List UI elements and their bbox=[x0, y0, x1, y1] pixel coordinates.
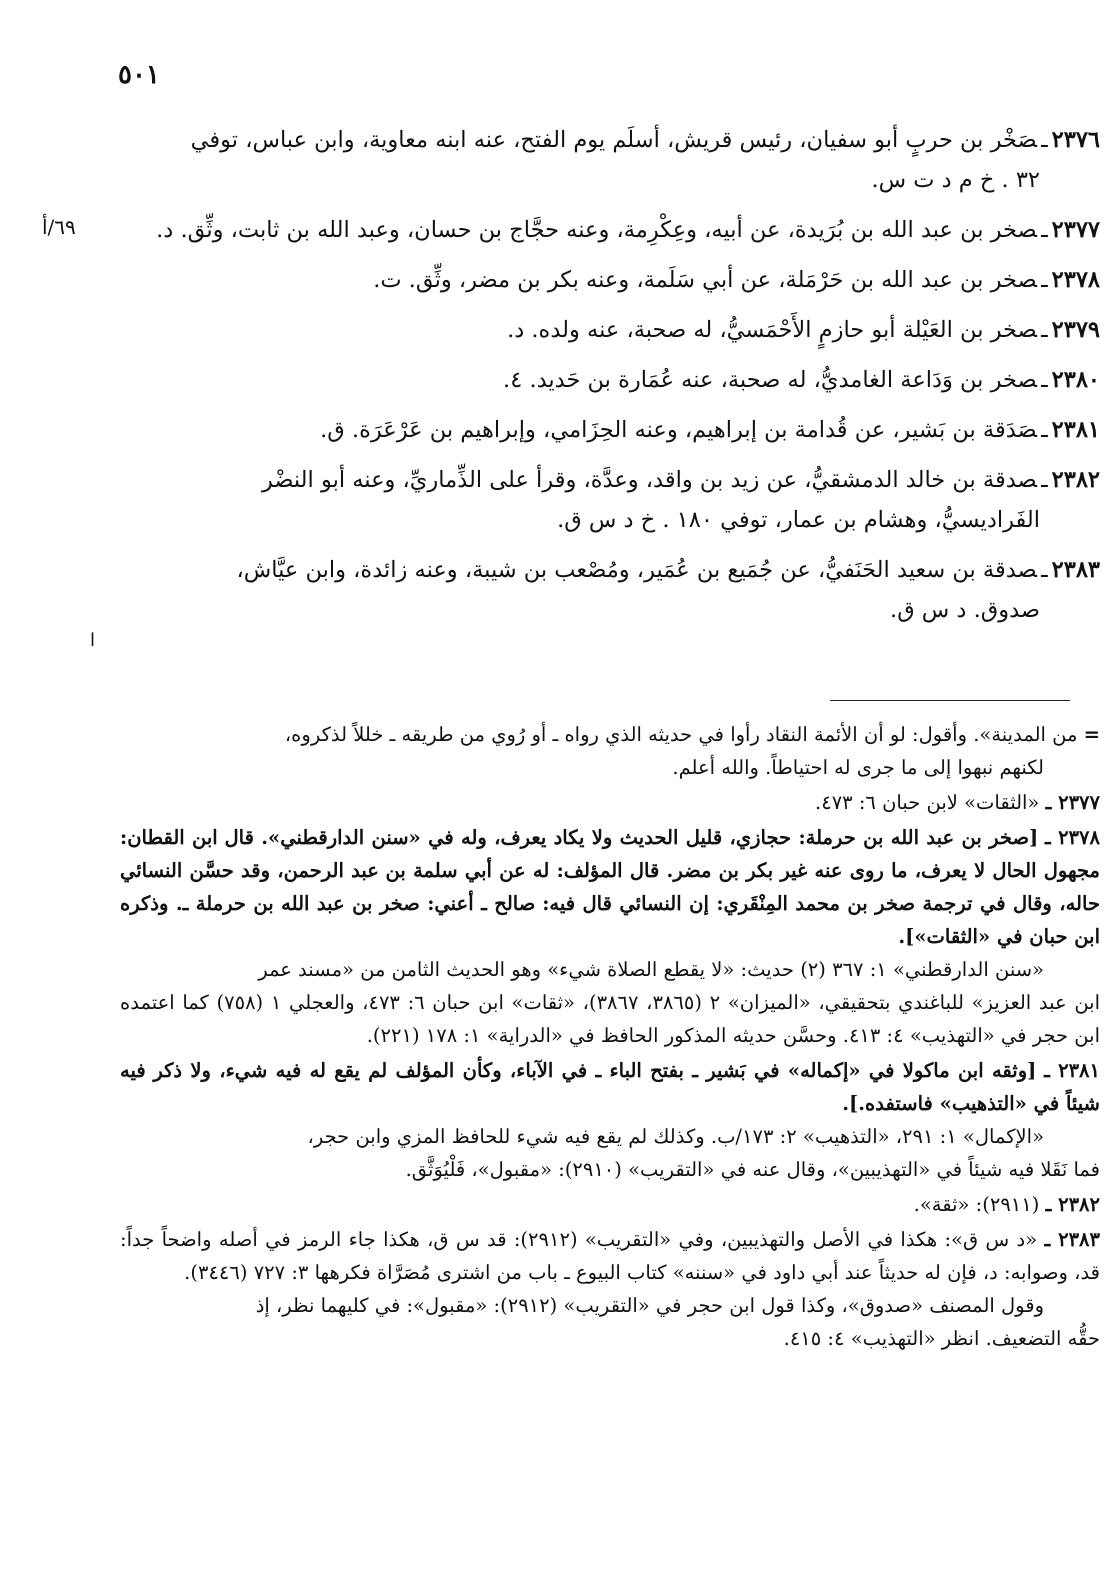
entry-text: صَخْر بن حربٍ أبو سفيان، رئيس قريش، أسلَم يوم الفتح، عنه ابنه معاوية، وابن عباس، توفي bbox=[190, 127, 1038, 153]
footnote-continuation: واضحاً جداً: قد، وصوابه: د، فإن له حديثاً عند أبي داود في «سننه» كتاب البيوع ـ باب من اشترى مُصَرَّاة bbox=[120, 1228, 1100, 1284]
footnote-source-text: ١: ١٧٨ (٢٢١). bbox=[366, 1024, 481, 1047]
footnote-number: ٢٣٧٧ ـ bbox=[1045, 791, 1100, 814]
entry: ٢٣٨٣ـصدقة بن سعيد الحَنَفيُّ، عن جُمَيع بن عُمَير، ومُصْعب بن شيبة، وعنه زائدة، وابن عيَّاش، صدوق. د س ق. bbox=[120, 550, 1100, 630]
entry: ٢٣٨٢ـصدقة بن خالد الدمشقيُّ، عن زيد بن واقد، وعدَّة، وقرأ على الذِّماريِّ، وعنه أبو النضْر الفَراديسيُّ، وهشام بن عمار، توفي ١٨٠ . خ د س ق. bbox=[120, 460, 1100, 540]
footnote-source-text: «الإكمال» ١: ٢٩١، «التذهيب» ٢: ١٧٣/ب. وكذلك لم يقع فيه شيء للحافظ المزي وابن حجر، bbox=[307, 1125, 1044, 1148]
footnote-source-text: ١ (٧٥٨) كما اعتمده ابن حجر في «التهذيب» ٤: ٤١٣. وحسَّن حديثه المذكور الحافظ في «الدراية» bbox=[120, 991, 1100, 1047]
entry-text: صخر بن وَدَاعة الغامديُّ، له صحبة، عنه عُمَارة بن حَديد. ٤. bbox=[503, 367, 1038, 393]
footnote-continuation: لكنهم نبهوا إلى ما جرى له احتياطاً. والله أعلم. bbox=[672, 756, 1044, 779]
entry-continuation: الفَراديسيُّ، وهشام بن عمار، توفي ١٨٠ . خ د س ق. bbox=[557, 507, 1040, 533]
entry-number: ٢٣٧٩ bbox=[1051, 317, 1100, 343]
footnote-number: ٢٣٨١ ـ bbox=[1044, 1059, 1100, 1082]
footnotes bbox=[120, 718, 1100, 1357]
footnote-source-text: وقول المصنف «صدوق»، وكذا قول ابن حجر في «التقريب» (٢٩١٢): «مقبول»: في كليهما نظر، إذ bbox=[255, 1294, 1044, 1317]
entry: ٢٣٨١ـصَدَقة بن بَشير، عن قُدامة بن إبراهيم، وعنه الحِزَامي، وإبراهيم بن عَرْعَرَة. ق. bbox=[320, 417, 1100, 443]
entry-text: صدقة بن خالد الدمشقيُّ، عن زيد بن واقد، وعدَّة، وقرأ على الذِّماريِّ، وعنه أبو النضْر bbox=[261, 467, 1038, 493]
footnote bbox=[120, 821, 1100, 1052]
entry: ٢٣٨٠ـصخر بن وَدَاعة الغامديُّ، له صحبة، عنه عُمَارة بن حَديد. ٤. bbox=[503, 367, 1100, 393]
entry-text: صخر بن العَيْلة أبو حازمٍ الأَحْمَسيُّ، له صحبة، عنه ولده. د. bbox=[507, 317, 1038, 343]
entry: ٢٣٧٨ـصخر بن عبد الله بن حَرْمَلة، عن أبي سَلَمة، وعنه بكر بن مضر، وثِّق. ت. bbox=[373, 267, 1100, 293]
footnote bbox=[120, 786, 1100, 819]
footnote-bold-text: [صخر بن عبد الله بن حرملة: حجازي، قليل الحديث ولا يكاد يعرف، وله في «سنن الدارقطني». قال bbox=[224, 826, 1039, 849]
entry-text: صَدَقة بن بَشير، عن قُدامة بن إبراهيم، وعنه الحِزَامي، وإبراهيم بن عَرْعَرَة. ق. bbox=[320, 417, 1038, 443]
entry-number: ٢٣٨١ bbox=[1051, 417, 1100, 443]
footnote-number: ٢٣٧٨ ـ bbox=[1045, 826, 1100, 849]
page-number: ٥٠١ bbox=[118, 60, 160, 90]
entry-number: ٢٣٧٨ bbox=[1051, 267, 1100, 293]
footnote-source-text: «سنن الدارقطني» ١: ٣٦٧ (٢) حديث: «لا يقطع الصلاة شيء» وهو الحديث الثامن من «مسند عمر bbox=[258, 958, 1044, 981]
footnote-bold-text: عبد الرحمن، وقد حسَّن النسائي حاله، وقال في ترجمة صخر بن محمد المِنْقَري: إن النسائي قال فيه: bbox=[120, 859, 1100, 915]
entry-number: ٢٣٨٢ bbox=[1051, 467, 1100, 493]
footnote-divider bbox=[830, 700, 1070, 701]
entry-continuation: ٣٢ . خ م د ت س. bbox=[871, 167, 1040, 193]
footnote-source-text: فما نَقَلا فيه شيئاً في «التهذيبين»، وقال عنه في «التقريب» (٢٩١٠): «مقبول»، فَلْيُوَثَّق. bbox=[405, 1158, 1100, 1181]
footnote-bold-text: صالح ـ أعني: صخر بن عبد الله بن حرملة ـ. وذكره ابن حبان في «الثقات»]. bbox=[120, 892, 1100, 948]
entry-text: صدقة بن سعيد الحَنَفيُّ، عن جُمَيع بن عُمَير، ومُصْعب بن شيبة، وعنه زائدة، وابن عيَّاش، bbox=[236, 557, 1038, 583]
entry: ٢٣٧٧ـصخر بن عبد الله بن بُرَيدة، عن أبيه، وعِكْرِمة، وعنه حجَّاج بن حسان، وعبد الله بن ثابت، وثِّق. د. bbox=[156, 217, 1100, 243]
footnote-source-text: حقُّه التضعيف. انظر «التهذيب» ٤: ٤١٥. bbox=[783, 1327, 1100, 1350]
footnote bbox=[120, 1223, 1100, 1355]
entry: ٢٣٧٩ـصخر بن العَيْلة أبو حازمٍ الأَحْمَسيُّ، له صحبة، عنه ولده. د. bbox=[507, 317, 1100, 343]
footnote-text: (٢٩١١): «ثقة». bbox=[913, 1193, 1040, 1216]
entry-text: صخر بن عبد الله بن حَرْمَلة، عن أبي سَلَمة، وعنه بكر بن مضر، وثِّق. ت. bbox=[373, 267, 1038, 293]
entry-number: ٢٣٨٠ bbox=[1051, 367, 1100, 393]
footnote-source-text: ابن عبد العزيز» للباغندي بتحقيقي، «الميزان» ٢ (٣٨٦٥، ٣٨٦٧)، «ثقات» ابن حبان ٦: ٤٧٣، والعجلي bbox=[289, 991, 1101, 1014]
footnote-bold-text: فيه شيئاً في «التذهيب» فاستفده.]. bbox=[120, 1059, 1100, 1115]
margin-folio-note: ٦٩/أ bbox=[42, 215, 76, 239]
entry-continuation: صدوق. د س ق. bbox=[890, 597, 1040, 623]
entry: ٢٣٧٦ـصَخْر بن حربٍ أبو سفيان، رئيس قريش، أسلَم يوم الفتح، عنه ابنه معاوية، وابن عباس، توفي ٣٢ . خ م د ت س. bbox=[120, 120, 1100, 200]
entry-number: ٢٣٧٦ bbox=[1051, 127, 1100, 153]
footnote-text: من المدينة». وأقول: لو أن الأئمة النقاد رأوا في حديثه الذي رواه ـ أو رُوي من طريقه ـ خللاً لذكروه، bbox=[284, 723, 1078, 746]
footnote-number: ٢٣٨٣ ـ bbox=[1044, 1228, 1101, 1251]
entry-text: صخر بن عبد الله بن بُرَيدة، عن أبيه، وعِكْرِمة، وعنه حجَّاج بن حسان، وعبد الله بن ثابت، وثِّق. د. bbox=[156, 217, 1038, 243]
footnote-number: ٢٣٨٢ ـ bbox=[1045, 1193, 1100, 1216]
entry-number: ٢٣٧٧ bbox=[1051, 217, 1100, 243]
entries-list bbox=[120, 120, 1100, 640]
footnote bbox=[120, 1054, 1100, 1186]
footnote bbox=[120, 718, 1100, 784]
footnote-number: = bbox=[1083, 723, 1100, 746]
footnote-bold-text: ابن القطان: مجهول الحال لا يعرف، ما روى عنه غير بكر بن مضر. قال المؤلف: له عن أبي سلمة بن bbox=[120, 826, 1101, 882]
footnote-bold-text: [وثقه ابن ماكولا في «إكماله» في بَشير ـ بفتح الباء ـ في الآباء، وكأن المؤلف لم يقع له فيه شيء، ولا ذكر bbox=[153, 1059, 1037, 1082]
margin-tick-mark: ا bbox=[90, 630, 96, 651]
footnote-continuation: فكرهها ٣: ٧٢٧ (٣٤٤٦). bbox=[184, 1261, 371, 1284]
footnote bbox=[120, 1188, 1100, 1221]
footnote-text: «د س ق»: هكذا في الأصل والتهذيبين، وفي «التقريب» (٢٩١٢): قد س ق، هكذا جاء الرمز في أصله bbox=[218, 1228, 1038, 1251]
entry-number: ٢٣٨٣ bbox=[1051, 557, 1100, 583]
footnote-text: «الثقات» لابن حبان ٦: ٤٧٣. bbox=[815, 791, 1040, 814]
